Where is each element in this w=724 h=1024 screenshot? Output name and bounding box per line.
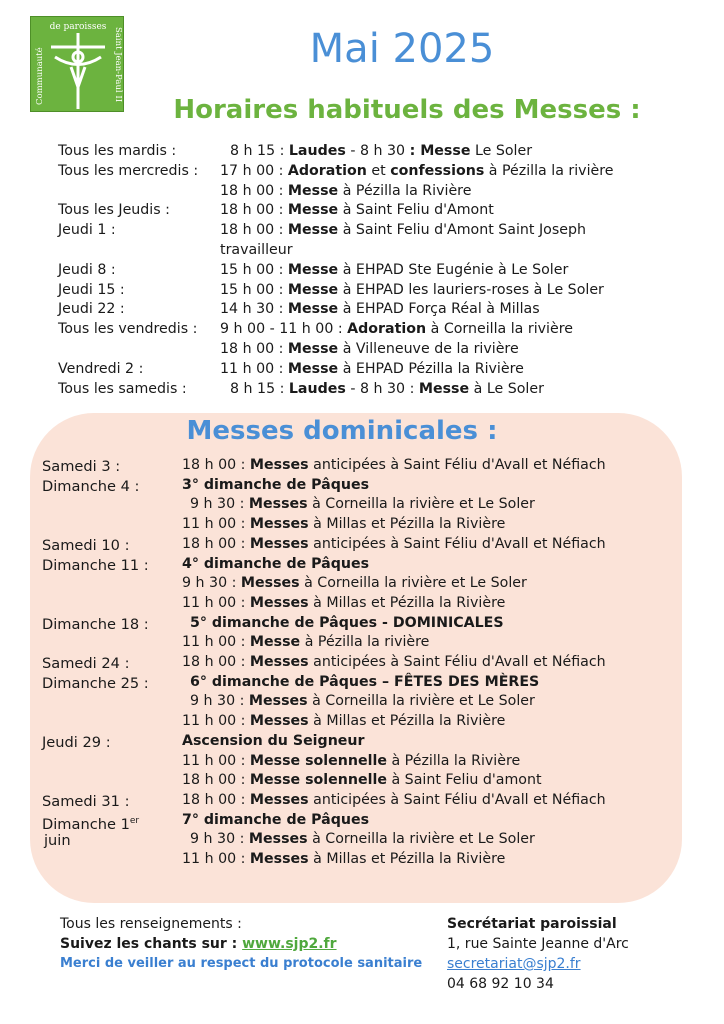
weekday-text: 8 h 15 : Laudes - 8 h 30 : Messe à Le Soler [230, 380, 544, 397]
sunday-label: Jeudi 29 : [42, 733, 111, 751]
chants-link[interactable]: www.sjp2.fr [242, 936, 337, 952]
sunday-row [42, 692, 682, 712]
footer-secretariat [447, 914, 629, 994]
sunday-row [42, 495, 682, 515]
weekday-row [58, 142, 658, 162]
weekday-row [58, 300, 658, 320]
sunday-text: 11 h 00 : Messe solennelle à Pézilla la Rivière [182, 752, 521, 769]
weekday-row [58, 281, 658, 301]
page-title: Mai 2025 [309, 26, 495, 72]
protocol-note: Merci de veiller au respect du protocole sanitaire [60, 956, 423, 971]
weekday-row [58, 380, 658, 400]
weekday-label: Jeudi 8 : [58, 261, 116, 278]
weekday-row [58, 320, 658, 340]
sunday-label: Dimanche 4 : [42, 477, 140, 495]
secretariat-heading: Secrétariat paroissial [447, 916, 617, 932]
sunday-text: 11 h 00 : Messe à Pézilla la rivière [182, 634, 430, 651]
sunday-text: 9 h 30 : Messes à Corneilla la rivière et Le Soler [190, 693, 535, 710]
sunday-row [42, 555, 682, 575]
weekday-text: 18 h 00 : Messe à Saint Feliu d'Amont Saint Joseph travailleur [220, 222, 586, 258]
weekday-text: 17 h 00 : Adoration et confessions à Pézilla la rivière [220, 162, 614, 179]
sunday-row [42, 535, 682, 555]
sunday-text: 11 h 00 : Messes à Millas et Pézilla la Rivière [182, 516, 506, 533]
sunday-text: 18 h 00 : Messe solennelle à Saint Feliu d'amont [182, 772, 542, 789]
weekday-schedule [58, 142, 658, 399]
weekday-text: 8 h 15 : Laudes - 8 h 30 : Messe Le Soler [230, 143, 533, 159]
weekday-label: Jeudi 15 : [58, 281, 125, 298]
sunday-label: Samedi 3 : [42, 458, 121, 475]
chants-line [60, 934, 422, 954]
sunday-text: 11 h 00 : Messes à Millas et Pézilla la Rivière [182, 851, 506, 868]
chants-label: Suivez les chants sur : [60, 936, 243, 952]
sunday-row [42, 653, 682, 673]
sunday-schedule [42, 456, 682, 870]
sunday-text: 5° dimanche de Pâques - DOMINICALES [190, 614, 504, 631]
sunday-heading: Messes dominicales : [186, 416, 498, 446]
svg-text:Saint Jean-Paul II: Saint Jean-Paul II [113, 27, 123, 103]
sunday-text: 11 h 00 : Messes à Millas et Pézilla la Rivière [182, 594, 506, 611]
sunday-row [42, 712, 682, 732]
sunday-text: 18 h 00 : Messes anticipées à Saint Féliu d'Avall et Néfiach [182, 791, 606, 808]
sunday-label: Dimanche 11 : [42, 556, 149, 574]
sunday-row [42, 614, 682, 634]
weekday-row [58, 221, 658, 261]
sunday-text: 3° dimanche de Pâques [182, 476, 370, 493]
sunday-row [42, 771, 682, 791]
sunday-label: Samedi 31 : [42, 792, 130, 810]
sunday-label-cont: juin [44, 831, 71, 849]
weekday-label: Tous les mardis : [58, 143, 177, 159]
secretariat-email[interactable]: secretariat@sjp2.fr [447, 956, 581, 972]
weekday-text: 14 h 30 : Messe à EHPAD Força Réal à Millas [220, 301, 540, 318]
sunday-row [42, 752, 682, 772]
sunday-text: 4° dimanche de Pâques [182, 555, 370, 572]
sunday-text: 18 h 00 : Messes anticipées à Saint Féliu d'Avall et Néfiach [182, 457, 606, 473]
sunday-text: 18 h 00 : Messes anticipées à Saint Féliu d'Avall et Néfiach [182, 654, 606, 671]
sunday-row [42, 791, 682, 811]
weekday-label: Tous les vendredis : [58, 321, 198, 338]
weekday-label: Jeudi 1 : [58, 222, 116, 239]
sunday-row [42, 456, 682, 476]
weekday-row [58, 340, 658, 360]
weekday-label: Vendredi 2 : [58, 360, 144, 377]
weekday-row [58, 162, 658, 182]
sunday-row [42, 673, 682, 693]
weekday-text: 15 h 00 : Messe à EHPAD Ste Eugénie à Le Soler [220, 261, 569, 278]
sunday-row [42, 574, 682, 594]
weekday-text: 18 h 00 : Messe à Pézilla la Rivière [220, 182, 472, 199]
sunday-text: 6° dimanche de Pâques – FÊTES DES MÈRES [190, 673, 540, 690]
sunday-label: Samedi 10 : [42, 536, 130, 554]
weekday-text: 18 h 00 : Messe à Saint Feliu d'Amont [220, 202, 494, 219]
sunday-text: 18 h 00 : Messes anticipées à Saint Féliu d'Avall et Néfiach [182, 535, 606, 552]
sunday-row [42, 594, 682, 614]
sunday-text: Ascension du Seigneur [182, 732, 365, 749]
sunday-row [42, 830, 682, 850]
weekday-label: Tous les Jeudis : [58, 202, 170, 219]
weekday-label: Jeudi 22 : [58, 301, 125, 318]
sunday-row [42, 732, 682, 752]
weekday-label: Tous les mercredis : [58, 162, 199, 179]
sunday-label: Dimanche 1er [42, 815, 140, 833]
sunday-row [42, 515, 682, 535]
secretariat-phone: 04 68 92 10 34 [447, 976, 554, 992]
svg-text:Communauté: Communauté [35, 47, 45, 105]
sunday-row [42, 633, 682, 653]
weekday-row [58, 360, 658, 380]
footer-info [60, 914, 422, 974]
weekday-text: 15 h 00 : Messe à EHPAD les lauriers-roses à Le Soler [220, 281, 604, 298]
sunday-text: 7° dimanche de Pâques [182, 811, 370, 828]
weekday-label: Tous les samedis : [58, 380, 187, 397]
sunday-label: Dimanche 18 : [42, 615, 149, 633]
sunday-row [42, 476, 682, 496]
weekday-text: 11 h 00 : Messe à EHPAD Pézilla la Rivière [220, 360, 524, 377]
weekday-row [58, 182, 658, 202]
weekday-row [58, 261, 658, 281]
sunday-label: Samedi 24 : [42, 655, 130, 673]
sunday-text: 9 h 30 : Messes à Corneilla la rivière et Le Soler [190, 831, 535, 848]
sunday-text: 9 h 30 : Messes à Corneilla la rivière et Le Soler [182, 575, 527, 592]
weekday-heading: Horaires habituels des Messes : [173, 95, 641, 125]
sunday-row [42, 850, 682, 870]
sunday-text: 9 h 30 : Messes à Corneilla la rivière et Le Soler [190, 496, 535, 513]
secretariat-address: 1, rue Sainte Jeanne d'Arc [447, 936, 629, 952]
sunday-text: 11 h 00 : Messes à Millas et Pézilla la Rivière [182, 713, 506, 730]
sunday-label: Dimanche 25 : [42, 674, 149, 692]
info-label: Tous les renseignements : [60, 916, 242, 932]
svg-text:de paroisses: de paroisses [49, 22, 107, 32]
weekday-text: 18 h 00 : Messe à Villeneuve de la rivière [220, 340, 519, 357]
weekday-row [58, 201, 658, 221]
weekday-text: 9 h 00 - 11 h 00 : Adoration à Corneilla la rivière [220, 321, 573, 338]
